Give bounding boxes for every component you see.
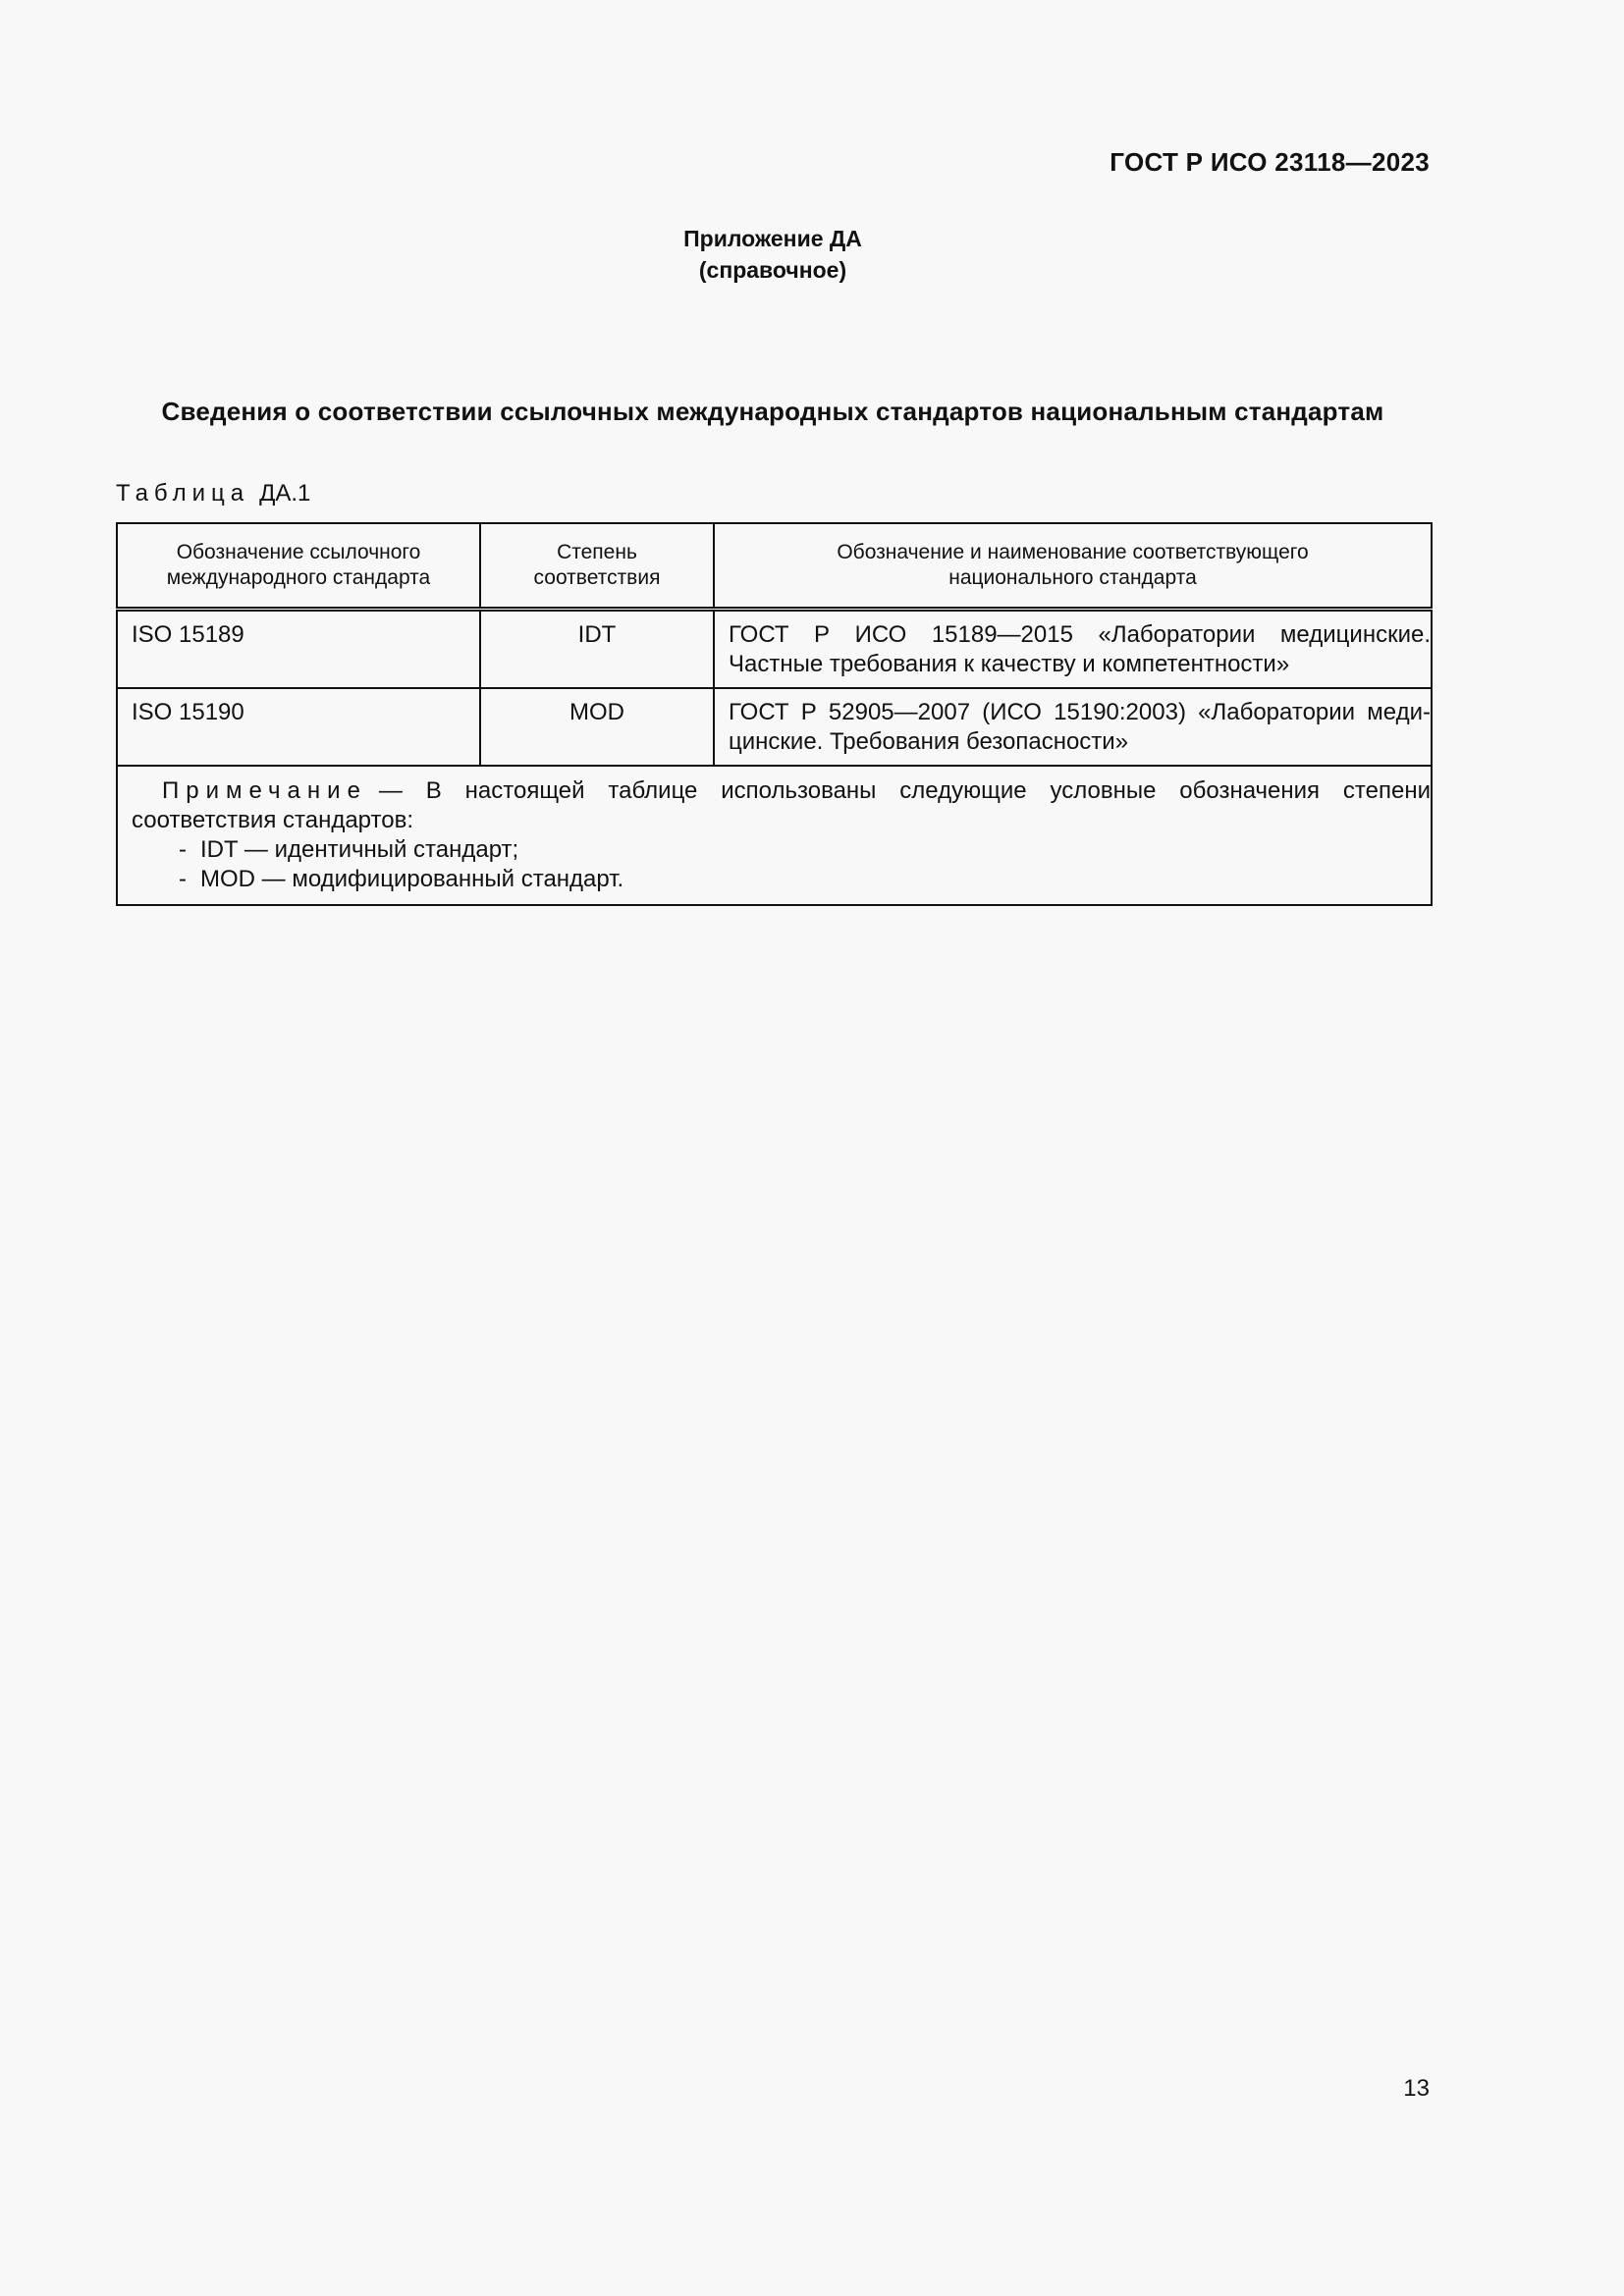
cell-degree: IDT (480, 610, 714, 689)
header-international-standard: Обозначение ссылочного международного стандарта (117, 523, 480, 610)
cell-international: ISO 15189 (117, 610, 480, 689)
table-row (117, 688, 1432, 766)
header-national-standard: Обозначение и наименование соответствующего национального стандарта (714, 523, 1432, 610)
note-item: - MOD — модифицированный стандарт. (179, 866, 624, 892)
cell-degree: MOD (480, 688, 714, 766)
section-title: Сведения о соответствии ссылочных международных стандартов национальным стандартам (161, 397, 1384, 426)
annex-title: Приложение ДА (683, 226, 862, 251)
table-label (116, 480, 310, 507)
table-header-row (117, 523, 1432, 610)
cell-national: ГОСТ Р ИСО 15189—2015 «Лаборатории медицинские. Частные требования к качеству и компетентности» (714, 610, 1432, 689)
note-first-line: Примечание — В настоящей таблице использованы следующие условные обозначения степени (162, 777, 1431, 804)
cell-national: ГОСТ Р 52905—2007 (ИСО 15190:2003) «Лаборатории меди- цинские. Требования безопасности» (714, 688, 1432, 766)
note-second-line: соответствия стандартов: (132, 807, 413, 833)
cell-international: ISO 15190 (117, 688, 480, 766)
annex-kind: (справочное) (698, 257, 847, 283)
table-note-row (117, 766, 1432, 905)
correspondence-table (116, 522, 1433, 906)
header-degree: Степень соответствия (480, 523, 714, 610)
table-label-word: Таблица (116, 480, 250, 507)
table-row (117, 610, 1432, 689)
page-number: 13 (1403, 2075, 1430, 2102)
note-item: - IDT — идентичный стандарт; (179, 836, 519, 863)
note-label: Примечание (162, 777, 367, 804)
table-label-number: ДА.1 (259, 480, 311, 507)
table-note (117, 766, 1432, 905)
document-code: ГОСТ Р ИСО 23118—2023 (1110, 147, 1430, 177)
